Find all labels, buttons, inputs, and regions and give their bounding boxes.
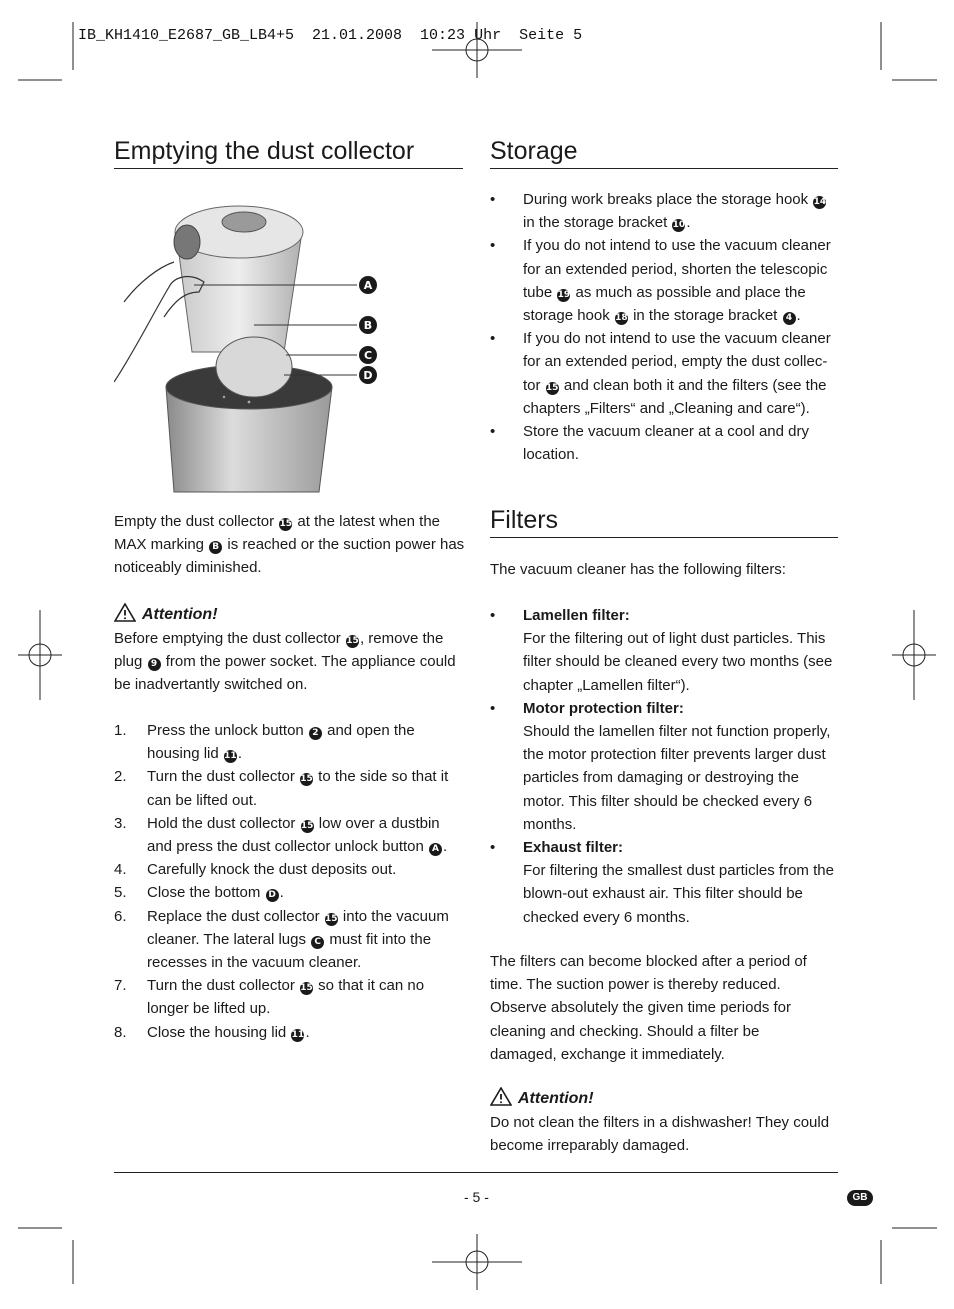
reference-marker: 11 (224, 751, 237, 762)
text-run: If you do not intend to use the vacuum cleaner for an extended period, shorten the telescopic tube (523, 237, 831, 301)
text-run: Close the bottom (147, 884, 265, 902)
step-item (114, 881, 454, 904)
emptying-title: Emptying the dust collector (114, 137, 415, 165)
warning-icon (114, 603, 136, 622)
reference-marker: 2 (309, 727, 322, 740)
filters-title: Filters (490, 506, 559, 534)
filter-description: For filtering the smallest dust particles from the blown-out exhaust air. This filter should be checked every 6 months. (523, 862, 834, 926)
filter-name: Lamellen filter: (523, 607, 630, 624)
reference-marker: C (311, 936, 324, 949)
filter-item (490, 697, 838, 836)
text-run: . (305, 1023, 310, 1041)
reference-marker: B (209, 541, 222, 554)
text-run: Before emptying the dust collector (114, 630, 345, 647)
text-run: is reached or the suction power has noticeably diminished. (114, 536, 465, 577)
storage-item (490, 420, 838, 466)
storage-rule (490, 168, 838, 169)
text-run: . (686, 214, 691, 232)
step-number: 3. (114, 814, 127, 832)
bullet: • (490, 423, 496, 441)
steps-list (114, 719, 454, 1044)
intro-paragraph (114, 510, 466, 580)
attention-heading-right (490, 1087, 594, 1110)
text-run: to the side so that it can be lifted out. (147, 768, 449, 809)
text-run: at the latest when the MAX marking (114, 513, 441, 554)
step-number: 1. (114, 722, 127, 739)
storage-item (490, 234, 838, 327)
text-run: During work breaks place the storage hook (523, 191, 813, 208)
page-number: - 5 - (464, 1189, 489, 1205)
step-number: 7. (114, 977, 127, 995)
filters-list (490, 604, 838, 929)
filters-note: The filters can become blocked after a period of time. The suction power is thereby reduced. Observe absolutely the given time periods for cleaning and checking. Should a filter be damaged, exchange it immediately. (490, 953, 807, 1063)
reference-marker: 9 (148, 658, 161, 671)
marker-d-label: D (363, 369, 373, 382)
step-item (114, 719, 454, 765)
filter-description: Should the lamellen filter not function properly, the motor protection filter prevents larger dust particles from damaging or destroying the motor. This filter should be checked every 6 months. (523, 723, 831, 833)
bullet: • (490, 699, 496, 717)
text-run: must fit into the recesses in the vacuum cleaner. (147, 930, 432, 972)
reference-marker: 10 (672, 220, 686, 231)
text-run: Empty the dust collector (114, 513, 279, 530)
step-item (114, 1021, 454, 1044)
bullet: • (490, 607, 496, 624)
bullet: • (490, 330, 496, 348)
step-number: 2. (114, 768, 127, 786)
reference-marker: 15 (545, 382, 559, 393)
filters-intro: The vacuum cleaner has the following filters: (490, 561, 786, 578)
step-number: 5. (114, 884, 127, 902)
step-item (114, 858, 454, 881)
reference-marker: 11 (291, 1029, 305, 1040)
dust-collector-illustration (114, 192, 384, 497)
text-run: If you do not intend to use the vacuum cleaner for an extended period, empty the dust collec-tor (523, 330, 831, 394)
text-run: as much as possible and place the storage hook (523, 283, 806, 325)
step-item (114, 974, 454, 1020)
storage-item (490, 327, 838, 420)
reference-marker: 15 (300, 820, 314, 831)
text-run: . (279, 884, 284, 902)
marker-a-label: A (363, 279, 373, 292)
filter-description: For the filtering out of light dust particles. This filter should be cleaned every two months (see chapter „Lamellen filter“). (523, 630, 833, 694)
marker-b-label: B (363, 319, 373, 332)
text-run: Carefully knock the dust deposits out. (147, 861, 397, 879)
text-run: Press the unlock button (147, 722, 308, 739)
language-badge: GB (847, 1190, 873, 1206)
step-number: 6. (114, 907, 127, 925)
reference-marker: 18 (615, 313, 628, 324)
text-run: from the power socket. The appliance could be inadvertantly switched on. (114, 653, 456, 694)
text-run: in the storage bracket (523, 214, 672, 232)
step-item (114, 765, 454, 811)
text-run: Replace the dust collector (147, 907, 324, 925)
filter-name: Motor protection filter: (523, 699, 684, 717)
print-header: IB_KH1410_E2687_GB_LB4+5 21.01.2008 10:23 Uhr Seite 5 (78, 27, 583, 44)
reference-marker: 15 (300, 774, 313, 785)
filters-rule (490, 537, 838, 538)
bullet: • (490, 191, 496, 208)
reference-marker: 14 (813, 197, 827, 207)
reference-marker: A (429, 843, 442, 856)
reference-marker: D (266, 889, 279, 902)
reference-marker: 15 (346, 636, 359, 646)
text-run: , remove the plug (114, 630, 444, 671)
filter-name: Exhaust filter: (523, 839, 624, 857)
reference-marker: 4 (783, 312, 796, 325)
bullet: • (490, 839, 496, 857)
text-run: Close the housing lid (147, 1023, 291, 1041)
text-run: so that it can no longer be lifted up. (147, 977, 425, 1018)
text-run: Store the vacuum cleaner at a cool and dry location. (523, 423, 809, 464)
text-run: into the vacuum cleaner. The lateral lugs (147, 907, 449, 948)
text-run: low over a dustbin and press the dust collector unlock button (147, 814, 440, 856)
title-rule (114, 168, 463, 169)
step-number: 8. (114, 1023, 127, 1041)
step-item (114, 905, 454, 975)
reference-marker: 15 (325, 913, 338, 924)
storage-title: Storage (490, 137, 578, 165)
warning-icon (490, 1087, 512, 1106)
marker-c-label: C (363, 349, 373, 362)
text-run: in the storage bracket (628, 307, 782, 325)
footer-rule (114, 1172, 838, 1173)
text-run: Turn the dust collector (147, 977, 300, 995)
bullet: • (490, 237, 496, 255)
attention-text-left (114, 627, 466, 697)
storage-item (490, 188, 838, 234)
attention-heading-left (114, 603, 218, 626)
text-run: Hold the dust collector (147, 814, 300, 832)
storage-list (490, 188, 838, 466)
filter-item (490, 836, 838, 929)
step-number: 4. (114, 861, 127, 879)
text-run: and clean both it and the filters (see the chapters „Filters“ and „Cleaning and care“). (523, 376, 827, 417)
text-run: . (237, 745, 243, 763)
text-run: Turn the dust collector (147, 768, 300, 786)
attention-title: Attention! (518, 1090, 594, 1107)
step-item (114, 812, 454, 858)
text-run: and open the housing lid (147, 722, 415, 763)
reference-marker: 19 (557, 289, 571, 300)
reference-marker: 15 (300, 983, 313, 994)
filter-item (490, 604, 838, 697)
attention-title: Attention! (142, 606, 218, 623)
text-run: . (443, 838, 448, 856)
attention-text-right: Do not clean the filters in a dishwasher! They could become irreparably damaged. (490, 1114, 830, 1155)
text-run: . (796, 307, 801, 325)
reference-marker: 15 (279, 519, 293, 529)
